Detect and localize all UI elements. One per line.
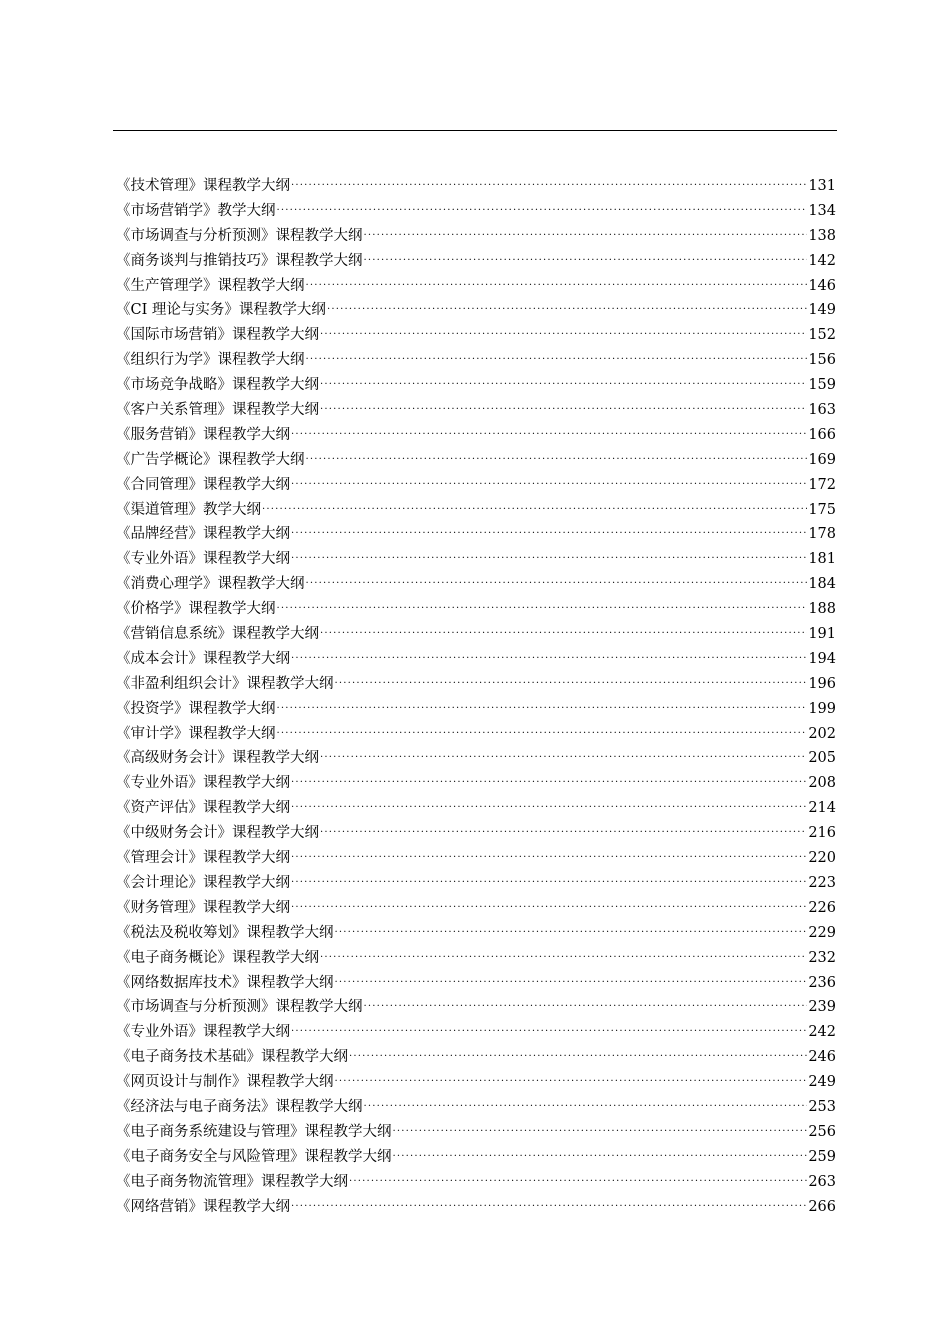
toc-entry-title: 《专业外语》课程教学大纲 xyxy=(116,1024,290,1041)
toc-entry-page-number: 214 xyxy=(808,800,836,817)
toc-dot-leader xyxy=(306,568,808,588)
toc-dot-leader xyxy=(364,220,808,240)
toc-entry[interactable] xyxy=(116,245,836,270)
toc-entry-page-number: 259 xyxy=(808,1148,836,1165)
toc-entry-title: 《市场调查与分析预测》课程教学大纲 xyxy=(116,999,363,1016)
toc-dot-leader xyxy=(320,618,807,638)
toc-entry-page-number: 142 xyxy=(808,252,836,269)
toc-dot-leader xyxy=(306,444,808,464)
toc-entry[interactable] xyxy=(116,270,836,295)
toc-entry-page-number: 191 xyxy=(808,626,836,643)
toc-dot-leader xyxy=(320,319,807,339)
toc-entry[interactable] xyxy=(116,394,836,419)
toc-entry[interactable] xyxy=(116,444,836,469)
toc-entry-page-number: 226 xyxy=(808,899,836,916)
toc-entry-page-number: 253 xyxy=(808,1098,836,1115)
toc-entry-title: 《网络营销》课程教学大纲 xyxy=(116,1198,290,1215)
toc-dot-leader xyxy=(306,344,808,364)
toc-entry-title: 《市场营销学》教学大纲 xyxy=(116,202,276,219)
toc-entry[interactable] xyxy=(116,518,836,543)
toc-dot-leader xyxy=(291,867,807,887)
toc-entry-title: 《客户关系管理》课程教学大纲 xyxy=(116,402,319,419)
toc-entry-page-number: 232 xyxy=(808,949,836,966)
toc-entry[interactable] xyxy=(116,1066,836,1091)
toc-entry-page-number: 194 xyxy=(808,650,836,667)
toc-dot-leader xyxy=(277,195,808,215)
toc-entry[interactable] xyxy=(116,344,836,369)
toc-entry-page-number: 131 xyxy=(808,178,836,194)
toc-entry-page-number: 134 xyxy=(808,202,836,219)
toc-dot-leader xyxy=(277,593,808,613)
toc-entry-title: 《税法及税收筹划》课程教学大纲 xyxy=(116,924,334,941)
toc-entry-title: 《广告学概论》课程教学大纲 xyxy=(116,451,305,468)
toc-entry-title: 《高级财务会计》课程教学大纲 xyxy=(116,750,319,767)
toc-dot-leader xyxy=(277,718,808,738)
toc-entry-title: 《电子商务技术基础》课程教学大纲 xyxy=(116,1049,348,1066)
toc-entry-title: 《网页设计与制作》课程教学大纲 xyxy=(116,1074,334,1091)
toc-entry-title: 《CI 理论与实务》课程教学大纲 xyxy=(116,302,326,319)
toc-entry-page-number: 184 xyxy=(808,576,836,593)
toc-dot-leader xyxy=(320,394,807,414)
toc-entry-title: 《生产管理学》课程教学大纲 xyxy=(116,277,305,294)
header-rule xyxy=(113,130,837,131)
toc-entry-page-number: 138 xyxy=(808,227,836,244)
toc-entry-page-number: 163 xyxy=(808,402,836,419)
toc-dot-leader xyxy=(291,767,807,787)
toc-dot-leader xyxy=(364,1091,808,1111)
toc-entry-title: 《合同管理》课程教学大纲 xyxy=(116,476,290,493)
toc-entry[interactable] xyxy=(116,967,836,992)
toc-entry-page-number: 175 xyxy=(808,501,836,518)
toc-dot-leader xyxy=(306,270,808,290)
toc-dot-leader xyxy=(291,170,807,190)
toc-entry-page-number: 202 xyxy=(808,725,836,742)
toc-entry[interactable] xyxy=(116,742,836,767)
toc-dot-leader xyxy=(364,991,808,1011)
toc-dot-leader xyxy=(335,1066,808,1086)
toc-entry-title: 《会计理论》课程教学大纲 xyxy=(116,874,290,891)
toc-dot-leader xyxy=(320,369,807,389)
toc-dot-leader xyxy=(320,942,807,962)
toc-entry-page-number: 146 xyxy=(808,277,836,294)
toc-entry[interactable] xyxy=(116,643,836,668)
toc-entry-title: 《财务管理》课程教学大纲 xyxy=(116,899,290,916)
toc-entry-title: 《电子商务系统建设与管理》课程教学大纲 xyxy=(116,1123,392,1140)
toc-entry-page-number: 152 xyxy=(808,327,836,344)
toc-entry-page-number: 178 xyxy=(808,526,836,543)
toc-entry-title: 《消费心理学》课程教学大纲 xyxy=(116,576,305,593)
toc-entry-page-number: 166 xyxy=(808,426,836,443)
table-of-contents xyxy=(116,170,836,1215)
toc-entry-page-number: 216 xyxy=(808,825,836,842)
toc-entry-page-number: 249 xyxy=(808,1074,836,1091)
toc-dot-leader xyxy=(277,693,808,713)
toc-dot-leader xyxy=(320,742,807,762)
toc-entry-title: 《电子商务物流管理》课程教学大纲 xyxy=(116,1173,348,1190)
toc-entry-title: 《资产评估》课程教学大纲 xyxy=(116,800,290,817)
toc-entry-title: 《价格学》课程教学大纲 xyxy=(116,601,276,618)
toc-entry[interactable] xyxy=(116,817,836,842)
toc-entry[interactable] xyxy=(116,494,836,519)
toc-entry-page-number: 196 xyxy=(808,675,836,692)
toc-entry[interactable] xyxy=(116,1116,836,1141)
toc-entry-title: 《经济法与电子商务法》课程教学大纲 xyxy=(116,1098,363,1115)
toc-entry-page-number: 239 xyxy=(808,999,836,1016)
toc-entry-page-number: 263 xyxy=(808,1173,836,1190)
toc-entry-title: 《专业外语》课程教学大纲 xyxy=(116,551,290,568)
toc-dot-leader xyxy=(291,892,807,912)
toc-dot-leader xyxy=(262,494,807,514)
toc-entry-title: 《市场调查与分析预测》课程教学大纲 xyxy=(116,227,363,244)
toc-entry[interactable] xyxy=(116,1191,836,1216)
toc-entry-title: 《审计学》课程教学大纲 xyxy=(116,725,276,742)
toc-entry-page-number: 188 xyxy=(808,601,836,618)
toc-dot-leader xyxy=(291,643,807,663)
toc-entry[interactable] xyxy=(116,220,836,245)
toc-entry[interactable] xyxy=(116,369,836,394)
toc-entry-title: 《中级财务会计》课程教学大纲 xyxy=(116,825,319,842)
toc-entry[interactable] xyxy=(116,294,836,319)
toc-dot-leader xyxy=(291,792,807,812)
toc-dot-leader xyxy=(291,469,807,489)
toc-entry[interactable] xyxy=(116,618,836,643)
toc-entry[interactable] xyxy=(116,842,836,867)
toc-entry-page-number: 159 xyxy=(808,377,836,394)
toc-entry-page-number: 208 xyxy=(808,775,836,792)
toc-dot-leader xyxy=(291,1016,807,1036)
toc-dot-leader xyxy=(335,668,808,688)
toc-entry-page-number: 223 xyxy=(808,874,836,891)
toc-entry[interactable] xyxy=(116,942,836,967)
toc-entry-page-number: 242 xyxy=(808,1024,836,1041)
toc-dot-leader xyxy=(335,917,808,937)
toc-dot-leader xyxy=(291,419,807,439)
toc-entry[interactable] xyxy=(116,543,836,568)
toc-entry-page-number: 181 xyxy=(808,551,836,568)
toc-dot-leader xyxy=(364,245,808,265)
toc-entry-title: 《电子商务安全与风险管理》课程教学大纲 xyxy=(116,1148,392,1165)
toc-entry-title: 《市场竞争战略》课程教学大纲 xyxy=(116,377,319,394)
toc-dot-leader xyxy=(291,842,807,862)
toc-entry[interactable] xyxy=(116,469,836,494)
toc-entry-page-number: 205 xyxy=(808,750,836,767)
toc-entry-page-number: 156 xyxy=(808,352,836,369)
toc-entry[interactable] xyxy=(116,1041,836,1066)
toc-entry-page-number: 229 xyxy=(808,924,836,941)
toc-dot-leader xyxy=(349,1041,807,1061)
toc-entry-page-number: 169 xyxy=(808,451,836,468)
toc-entry-title: 《品牌经营》课程教学大纲 xyxy=(116,526,290,543)
toc-entry-title: 《电子商务概论》课程教学大纲 xyxy=(116,949,319,966)
toc-entry[interactable] xyxy=(116,668,836,693)
toc-entry-title: 《服务营销》课程教学大纲 xyxy=(116,426,290,443)
toc-entry[interactable] xyxy=(116,593,836,618)
toc-entry[interactable] xyxy=(116,867,836,892)
toc-dot-leader xyxy=(291,543,807,563)
toc-entry-page-number: 236 xyxy=(808,974,836,991)
toc-entry-title: 《网络数据库技术》课程教学大纲 xyxy=(116,974,334,991)
toc-entry-page-number: 220 xyxy=(808,850,836,867)
toc-entry[interactable] xyxy=(116,718,836,743)
toc-entry[interactable] xyxy=(116,892,836,917)
toc-entry[interactable] xyxy=(116,319,836,344)
toc-entry-title: 《商务谈判与推销技巧》课程教学大纲 xyxy=(116,252,363,269)
toc-entry-page-number: 149 xyxy=(808,302,836,319)
toc-entry-page-number: 246 xyxy=(808,1049,836,1066)
toc-entry-title: 《管理会计》课程教学大纲 xyxy=(116,850,290,867)
toc-entry-page-number: 256 xyxy=(808,1123,836,1140)
toc-entry-title: 《专业外语》课程教学大纲 xyxy=(116,775,290,792)
toc-dot-leader xyxy=(291,1191,807,1211)
toc-entry-page-number: 199 xyxy=(808,700,836,717)
toc-entry[interactable] xyxy=(116,1166,836,1191)
toc-entry[interactable] xyxy=(116,1141,836,1166)
toc-dot-leader xyxy=(349,1166,807,1186)
toc-dot-leader xyxy=(393,1116,808,1136)
toc-entry[interactable] xyxy=(116,568,836,593)
toc-entry-title: 《技术管理》课程教学大纲 xyxy=(116,178,290,194)
toc-entry[interactable] xyxy=(116,917,836,942)
toc-entry[interactable] xyxy=(116,195,836,220)
toc-entry[interactable] xyxy=(116,1091,836,1116)
toc-entry[interactable] xyxy=(116,693,836,718)
toc-entry-title: 《投资学》课程教学大纲 xyxy=(116,700,276,717)
toc-entry[interactable] xyxy=(116,767,836,792)
toc-entry-title: 《非盈利组织会计》课程教学大纲 xyxy=(116,675,334,692)
toc-dot-leader xyxy=(327,294,807,314)
toc-dot-leader xyxy=(335,967,808,987)
toc-entry[interactable] xyxy=(116,991,836,1016)
toc-entry-title: 《国际市场营销》课程教学大纲 xyxy=(116,327,319,344)
toc-entry[interactable] xyxy=(116,792,836,817)
toc-entry-title: 《营销信息系统》课程教学大纲 xyxy=(116,626,319,643)
toc-dot-leader xyxy=(291,518,807,538)
toc-entry-title: 《成本会计》课程教学大纲 xyxy=(116,650,290,667)
toc-entry[interactable] xyxy=(116,419,836,444)
toc-entry-title: 《组织行为学》课程教学大纲 xyxy=(116,352,305,369)
toc-dot-leader xyxy=(320,817,807,837)
toc-dot-leader xyxy=(393,1141,808,1161)
toc-entry-page-number: 266 xyxy=(808,1198,836,1215)
toc-entry[interactable] xyxy=(116,1016,836,1041)
toc-entry-title: 《渠道管理》教学大纲 xyxy=(116,501,261,518)
toc-entry[interactable] xyxy=(116,170,836,195)
toc-entry-page-number: 172 xyxy=(808,476,836,493)
